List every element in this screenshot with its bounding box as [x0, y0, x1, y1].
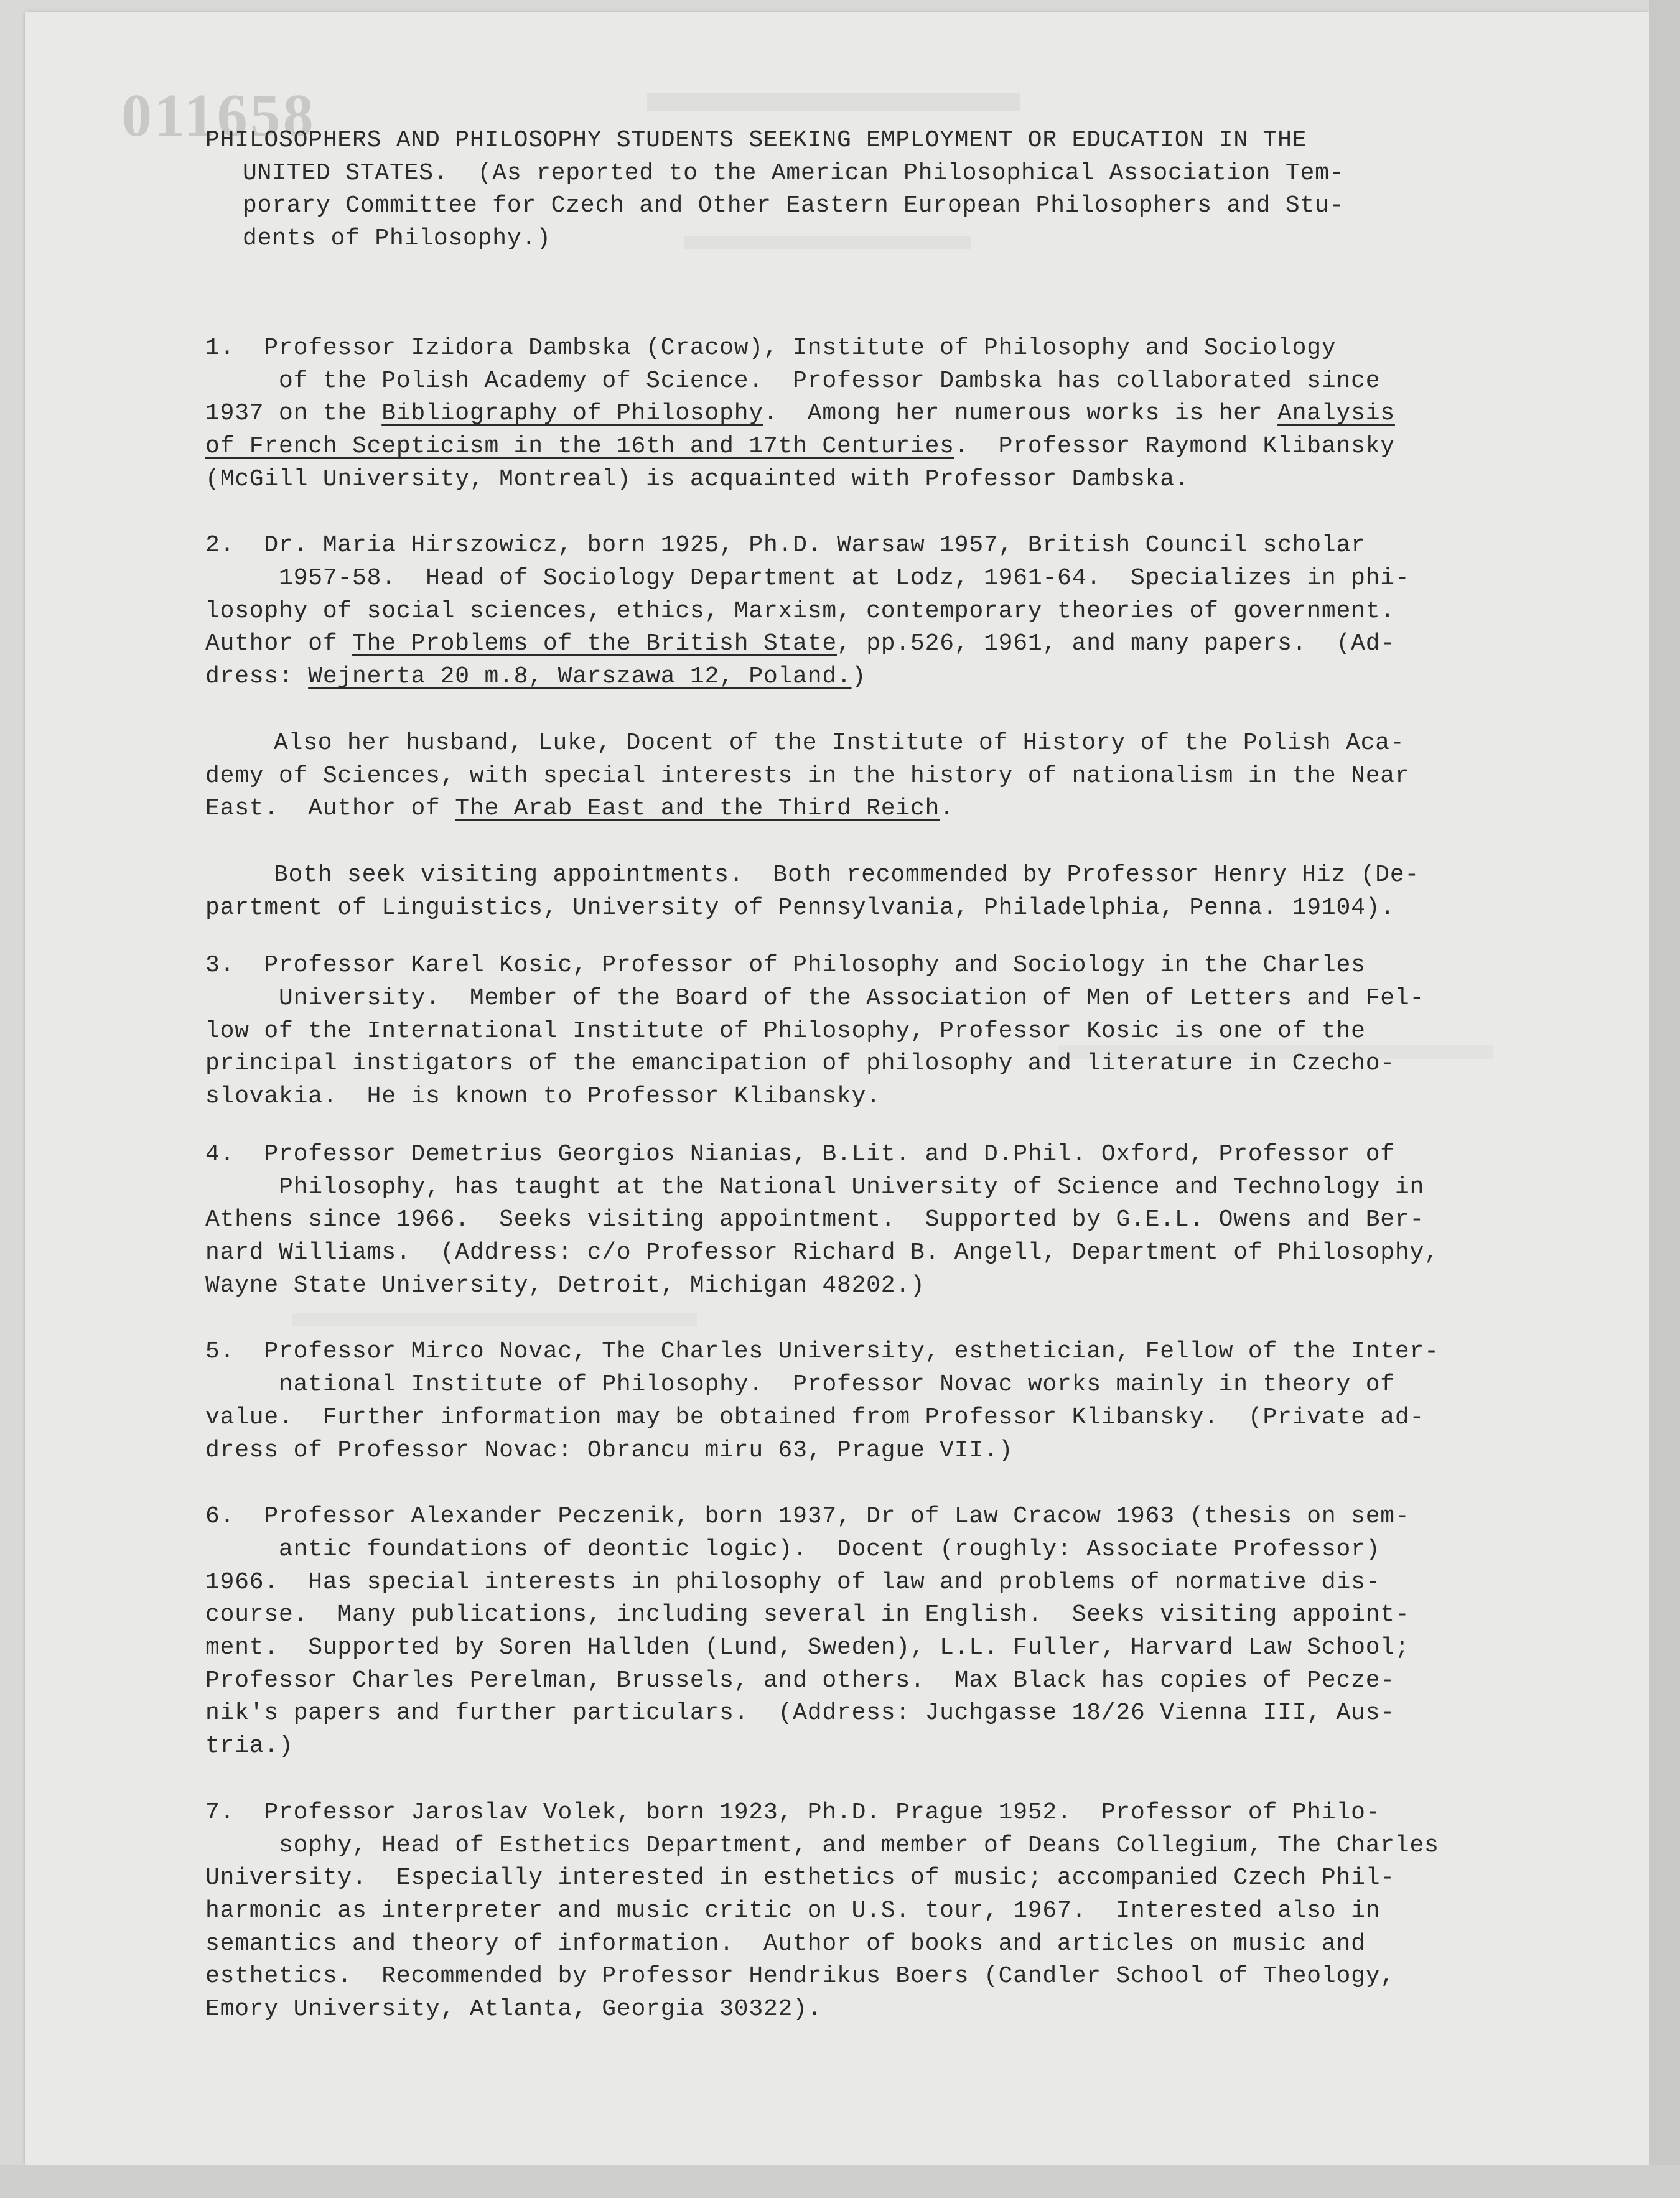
document-body [205, 124, 1574, 2060]
heading-line: UNITED STATES. (As reported to the American Philosophical Association Tem- [243, 159, 1345, 187]
page-edge-bottom [0, 2165, 1680, 2198]
entry-6-peczenik: 6. Professor Alexander Peczenik, born 1937, Dr of Law Cracow 1963 (thesis on sem- antic foundations of deontic logic). Docent (roughly: Associate Professor) 1966. Has special interests in philosophy of law and problems of normative dis- course. Many publications, including several in English. Seeks visiting appoint- ment. Supported by Soren Hallden (Lund, Sweden), L.L. Fuller, Harvard Law School; Professor Charles Perelman, Brussels, and others. Max Black has copies of Pecze- nik's papers and further particulars. (Address: Juchgasse 18/26 Vienna III, Aus- tria.) [205, 1503, 1410, 1760]
entry-text: ) [851, 663, 867, 691]
document-heading [205, 124, 1574, 256]
heading-line: dents of Philosophy.) [243, 225, 551, 253]
entry-text: 2. Dr. Maria Hirszowicz, born 1925, Ph.D. Warsaw 1957, British Council scholar 1957-58. Head of Sociology Department at Lodz, 1961-64. Specializes in phi- losophy of social sciences, ethics, Marxism, contemporary theories of government. Author of [205, 532, 1410, 658]
heading-line: PHILOSOPHERS AND PHILOSOPHY STUDENTS SEEKING EMPLOYMENT OR EDUCATION IN THE [205, 127, 1307, 154]
entry-1-dambska [205, 332, 1574, 496]
underlined-title: The Problems of the British State [352, 630, 837, 658]
heading-line: porary Committee for Czech and Other Eastern European Philosophers and Stu- [243, 192, 1345, 220]
entry-2-husband [205, 727, 1574, 826]
page-edge-right [1649, 0, 1680, 2198]
entry-2-hirszowicz [205, 529, 1574, 694]
entry-text: . Professor Raymond Klibansky (McGill University, Montreal) is acquainted with Professor Dambska. [205, 432, 1395, 493]
entry-text: . Among her numerous works is her [763, 400, 1278, 427]
entry-text: . [940, 795, 954, 822]
entry-text: Also her husband, Luke, Docent of the Institute of History of the Polish Aca- demy of Sciences, with special interests in the history of nationalism in the Near East. Author of [205, 729, 1410, 822]
underlined-address: Wejnerta 20 m.8, Warszawa 12, Poland. [308, 663, 852, 691]
document-number-stamp: 011658 [121, 82, 316, 149]
entry-2-recommendation: Both seek visiting appointments. Both recommended by Professor Henry Hiz (De- partment of Linguistics, University of Pennsylvania, Philadelphia, Penna. 19104). [205, 861, 1420, 921]
entry-4-nianias: 4. Professor Demetrius Georgios Nianias, B.Lit. and D.Phil. Oxford, Professor of Philosophy, has taught at the National University of Science and Technology in Athens since 1966. Seeks visiting appointment. Supported by G.E.L. Owens and Ber- nard Williams. (Address: c/o Professor Richard B. Angell, Department of Philosophy, Wayne State University, Detroit, Michigan 48202.) [205, 1140, 1439, 1299]
bleed-through-mark [647, 93, 1020, 111]
underlined-title: Analysis of French Scepticism in the 16th and 17th Centuries [205, 400, 1395, 460]
underlined-title: The Arab East and the Third Reich [455, 795, 940, 822]
underlined-title: Bibliography of Philosophy [381, 400, 763, 427]
entry-5-novac: 5. Professor Mirco Novac, The Charles University, esthetician, Fellow of the Inter- national Institute of Philosophy. Professor Novac works mainly in theory of value. Further information may be obtained from Professor Klibansky. (Private ad- dress of Professor Novac: Obrancu miru 63, Prague VII.) [205, 1338, 1439, 1464]
entry-text: 1. Professor Izidora Dambska (Cracow), Institute of Philosophy and Sociology of the Polish Academy of Science. Professor Dambska has collaborated since 1937 on the [205, 334, 1381, 427]
entry-text: , pp.526, 1961, and many papers. (Ad- dress: [205, 630, 1395, 691]
entry-3-kosic: 3. Professor Karel Kosic, Professor of Philosophy and Sociology in the Charles University. Member of the Board of the Association of Men of Letters and Fel- low of the International Institute of Philosophy, Professor Kosic is one of the principal instigators of the emancipation of philosophy and literature in Czecho- slovakia. He is known to Professor Klibansky. [205, 952, 1425, 1111]
entry-7-volek: 7. Professor Jaroslav Volek, born 1923, Ph.D. Prague 1952. Professor of Philo- sophy, Head of Esthetics Department, and member of Deans Collegium, The Charles University. Especially interested in esthetics of music; accompanied Czech Phil- harmonic as interpreter and music critic on U.S. tour, 1967. Interested also in semantics and theory of information. Author of books and articles on music and esthetics. Recommended by Professor Hendrikus Boers (Candler School of Theology, Emory University, Atlanta, Georgia 30322). [205, 1799, 1439, 2023]
